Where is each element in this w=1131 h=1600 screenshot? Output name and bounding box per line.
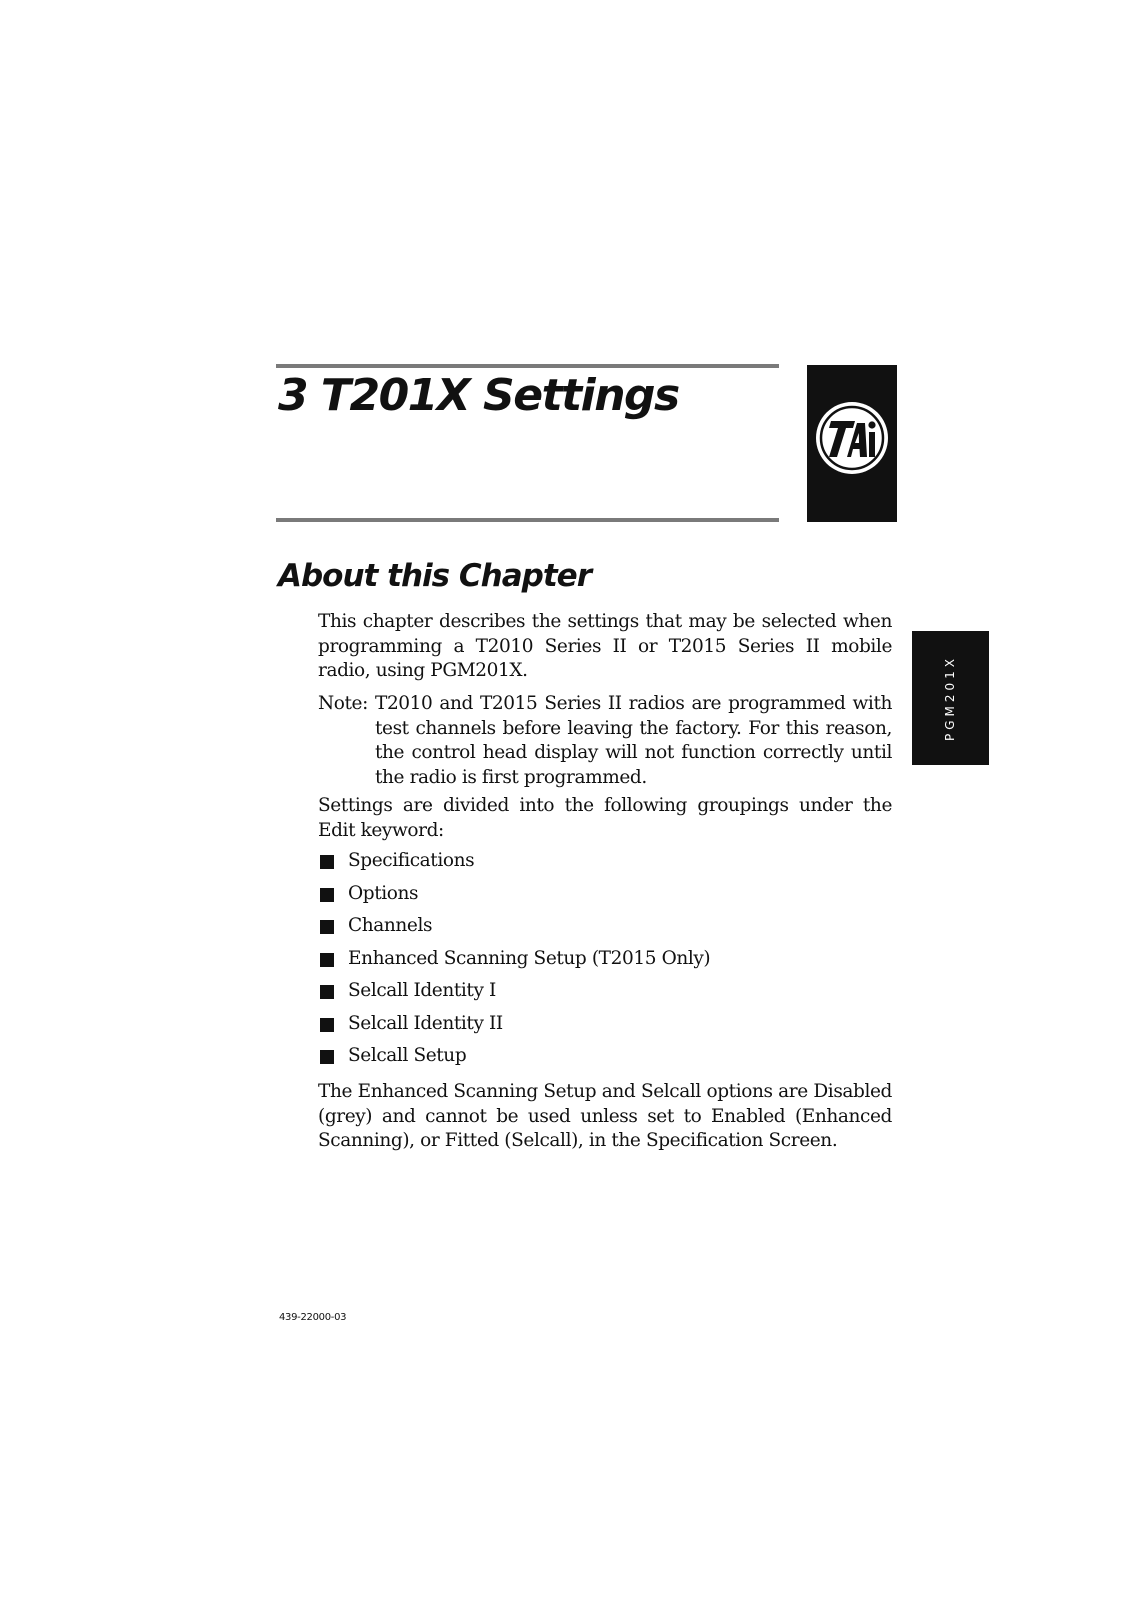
list-item: Selcall Setup	[318, 1044, 710, 1077]
bullet-square-icon	[320, 888, 334, 902]
intro-paragraph: This chapter describes the settings that may be selected when programming a T2010 Series II or T2015 Series II mobile radio, using PGM201X.	[318, 611, 892, 681]
closing-paragraph: The Enhanced Scanning Setup and Selcall options are Disabled (grey) and cannot be used unless set to Enabled (Enhanced Scanning), or Fitted (Selcall), in the Specification Screen.	[318, 1081, 892, 1151]
document-number: 439-22000-03	[279, 1312, 347, 1323]
note-label: Note:	[318, 693, 368, 714]
title-rule-bottom	[276, 518, 779, 522]
bullet-square-icon	[320, 953, 334, 967]
list-item: Options	[318, 882, 710, 915]
bullet-square-icon	[320, 920, 334, 934]
chapter-title: 3 T201X Settings	[278, 370, 679, 421]
side-tab	[912, 631, 989, 765]
bullet-square-icon	[320, 985, 334, 999]
tait-logo-icon	[813, 399, 891, 477]
list-item: Enhanced Scanning Setup (T2015 Only)	[318, 947, 710, 980]
logo-block	[807, 365, 897, 522]
note-text: T2010 and T2015 Series II radios are programmed with test channels before leaving the factory. For this reason, the control head display will not function correctly until the radio is first programmed.	[375, 693, 892, 788]
list-item: Specifications	[318, 849, 710, 882]
list-item: Selcall Identity II	[318, 1012, 710, 1045]
bullet-square-icon	[320, 1018, 334, 1032]
groupings-list	[318, 849, 710, 1077]
settings-intro-paragraph: Settings are divided into the following groupings under the Edit keyword:	[318, 795, 892, 841]
bullet-square-icon	[320, 855, 334, 869]
side-tab-label: PGM201X	[943, 654, 957, 742]
section-heading: About this Chapter	[278, 558, 591, 594]
bullet-square-icon	[320, 1050, 334, 1064]
list-item: Channels	[318, 914, 710, 947]
list-item: Selcall Identity I	[318, 979, 710, 1012]
